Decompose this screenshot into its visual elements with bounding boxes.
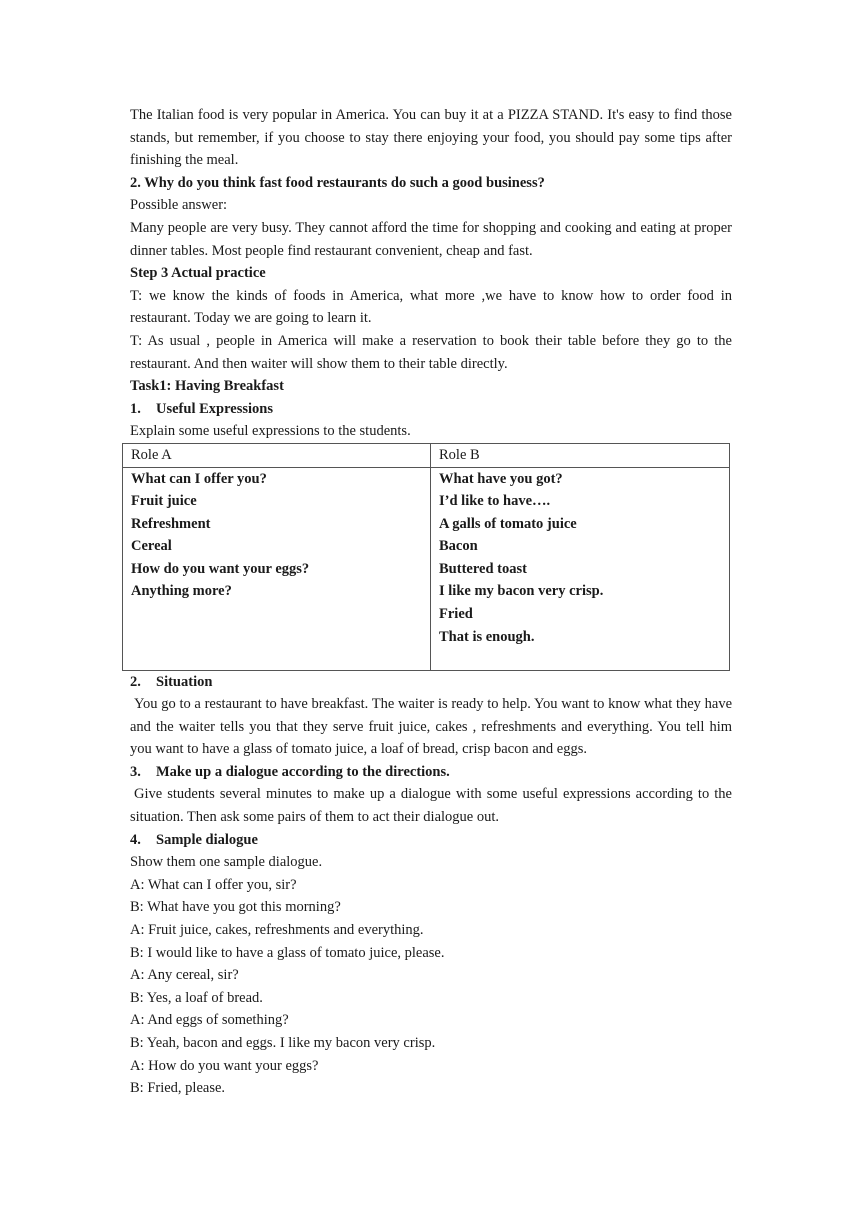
role-a-item: What can I offer you? bbox=[131, 470, 267, 487]
section-4-title: Sample dialogue bbox=[156, 831, 258, 848]
role-b-item: Fried bbox=[439, 606, 473, 623]
document-page bbox=[130, 104, 732, 1100]
dialogue-line: A: And eggs of something? bbox=[130, 1012, 289, 1029]
possible-answer-label: Possible answer: bbox=[130, 197, 228, 214]
section-3-heading bbox=[130, 761, 732, 784]
dialogue-line: B: Fried, please. bbox=[130, 1080, 226, 1097]
dialogue-line: A: Any cereal, sir? bbox=[130, 967, 239, 984]
section-2-heading bbox=[130, 671, 732, 694]
section-2-text: You go to a restaurant to have breakfast. The waiter is ready to help. You want to know what they have and the waiter tells you that they serve fruit juice, cakes , refreshments and everything. You tell him you want to have a glass of tomato juice, a loaf of bread, crisp bacon and eggs. bbox=[130, 696, 732, 758]
table-header-row bbox=[123, 443, 730, 467]
section-2-number: 2. bbox=[130, 673, 141, 690]
role-b-header: Role B bbox=[431, 443, 730, 467]
section-1-title: Useful Expressions bbox=[156, 400, 273, 417]
role-a-item: How do you want your eggs? bbox=[131, 560, 310, 577]
role-b-item: I’d like to have…. bbox=[439, 493, 551, 510]
role-a-header: Role A bbox=[123, 443, 431, 467]
table-body-row bbox=[123, 467, 730, 670]
role-a-item: Anything more? bbox=[131, 583, 232, 600]
role-a-item: Refreshment bbox=[131, 515, 211, 532]
teacher-line-2: T: As usual , people in America will make a reservation to book their table before they go to the restaurant. And then waiter will show them to their table directly. bbox=[130, 332, 732, 372]
role-b-item: Buttered toast bbox=[439, 560, 527, 577]
sample-dialogue bbox=[130, 874, 732, 1100]
section-4-text: Show them one sample dialogue. bbox=[130, 854, 323, 871]
step3-heading: Step 3 Actual practice bbox=[130, 265, 266, 282]
section-2-title: Situation bbox=[156, 673, 213, 690]
dialogue-line: B: I would like to have a glass of tomato juice, please. bbox=[130, 944, 445, 961]
dialogue-line: A: How do you want your eggs? bbox=[130, 1057, 319, 1074]
section-3-text: Give students several minutes to make up a dialogue with some useful expressions according to the situation. Then ask some pairs of them to act their dialogue out. bbox=[130, 786, 732, 826]
role-b-cell bbox=[431, 467, 730, 670]
possible-answer-text: Many people are very busy. They cannot afford the time for shopping and cooking and eating at proper dinner tables. Most people find restaurant convenient, cheap and fast. bbox=[130, 219, 732, 259]
role-b-item: What have you got? bbox=[439, 470, 563, 487]
section-4-heading bbox=[130, 829, 732, 852]
question-2-heading: 2. Why do you think fast food restaurants do such a good business? bbox=[130, 174, 545, 191]
section-3-number: 3. bbox=[130, 763, 141, 780]
dialogue-line: B: Yes, a loaf of bread. bbox=[130, 989, 263, 1006]
section-1-text: Explain some useful expressions to the students. bbox=[130, 423, 411, 440]
intro-paragraph: The Italian food is very popular in America. You can buy it at a PIZZA STAND. It's easy to find those stands, but remember, if you choose to stay there enjoying your food, you should pay some tips after finishing the meal. bbox=[130, 107, 732, 169]
task1-heading: Task1: Having Breakfast bbox=[130, 378, 284, 395]
role-b-item: A galls of tomato juice bbox=[439, 515, 577, 532]
role-a-item: Fruit juice bbox=[131, 493, 197, 510]
role-b-item: I like my bacon very crisp. bbox=[439, 583, 604, 600]
section-4-number: 4. bbox=[130, 831, 141, 848]
dialogue-line: A: Fruit juice, cakes, refreshments and everything. bbox=[130, 922, 424, 939]
dialogue-line: B: What have you got this morning? bbox=[130, 899, 341, 916]
section-1-number: 1. bbox=[130, 400, 141, 417]
teacher-line-1: T: we know the kinds of foods in America, what more ,we have to know how to order food in restaurant. Today we are going to learn it. bbox=[130, 287, 732, 327]
role-a-cell bbox=[123, 467, 431, 670]
section-3-title: Make up a dialogue according to the directions. bbox=[156, 763, 450, 780]
section-1-heading bbox=[130, 398, 732, 421]
dialogue-line: A: What can I offer you, sir? bbox=[130, 876, 297, 893]
expressions-table bbox=[122, 443, 730, 671]
role-b-item: That is enough. bbox=[439, 628, 535, 645]
dialogue-line: B: Yeah, bacon and eggs. I like my bacon very crisp. bbox=[130, 1035, 436, 1051]
role-b-item: Bacon bbox=[439, 538, 478, 555]
role-a-item: Cereal bbox=[131, 538, 172, 555]
